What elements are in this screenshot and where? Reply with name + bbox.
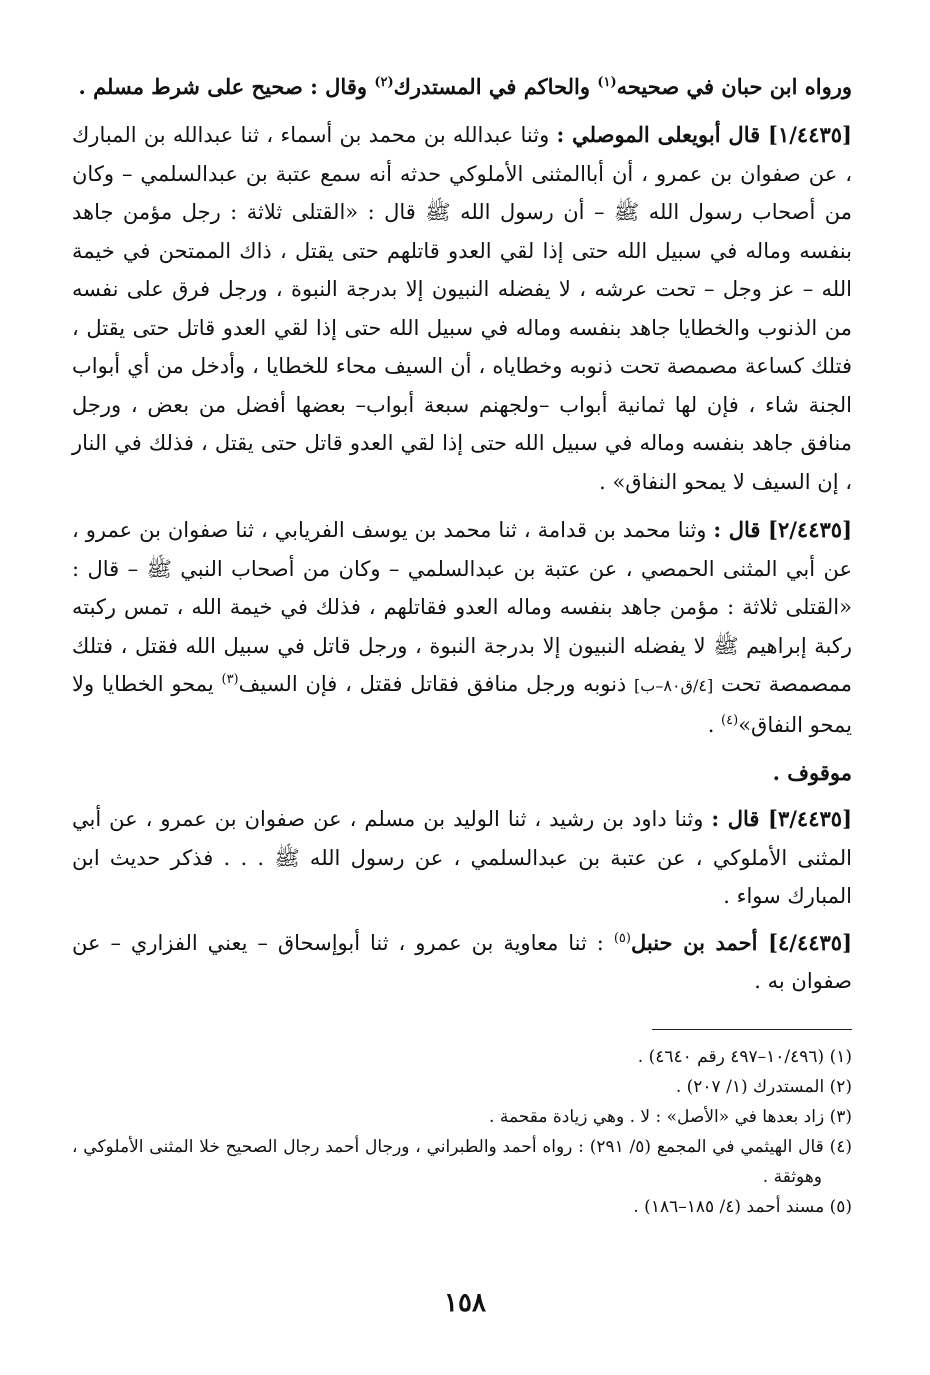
intro-text-c: وقال : صحيح على شرط مسلم . [78, 74, 375, 99]
hadith-heading-4: أحمد بن حنبل [630, 929, 769, 955]
page-body [72, 68, 852, 1222]
footnotes [72, 1042, 852, 1222]
intro-text-b: والحاكم في المستدرك [393, 74, 598, 99]
footnote-ref-4[interactable]: (٤) [721, 712, 739, 728]
footnote-separator [652, 1029, 852, 1030]
footnote-ref-3[interactable]: (٣) [221, 672, 239, 687]
hadith-number-3: [٣/٤٤٣٥] [768, 806, 852, 831]
footnote-ref-1[interactable]: (١) [597, 75, 617, 90]
hadith-paragraph-2 [72, 511, 852, 744]
hadith-number-2: [٢/٤٤٣٥] [768, 517, 852, 542]
footnote-3: (٣) زاد بعدها في «الأصل» : لا . وهي زيادة مقحمة . [489, 1106, 852, 1127]
footnote-5: (٥) مسند أحمد (٤/ ١٨٥–١٨٦) . [633, 1196, 852, 1217]
footnote-ref-5[interactable]: (٥) [613, 930, 631, 946]
page-number: ١٥٨ [444, 1288, 486, 1318]
intro-text-a: ورواه ابن حبان في صحيحه [616, 74, 852, 99]
hadith-heading-1: قال أبويعلى الموصلي : [556, 122, 769, 147]
hadith-text-1: وثنا عبدالله بن محمد بن أسماء ، ثنا عبدالله بن المبارك ، عن صفوان بن عمرو ، أن أباالمثنى الأملوكي حدثه أنه سمع عتبة بن عبدالسلمي – وكان من أصحاب رسول الله ﷺ – أن رسول الله ﷺ قال : «القتلى ثلاثة : رجل مؤمن جاهد بنفسه وماله في سبيل الله حتى إذا لقي العدو قاتلهم حتى يقتل ، ذاك الممتحن في خيمة الله – عز وجل – تحت عرشه ، لا يفضله النبيون إلا بدرجة النبوة ، ورجل فرق على نفسه من الذنوب والخطايا جاهد بنفسه وماله في سبيل الله حتى إذا لقي العدو قاتل حتى يقتل ، فتلك كساعة مصمصة تحت ذنوبه وخطاياه ، أن السيف محاء للخطايا ، وأدخل من أي أبواب الجنة شاء ، فإن لها ثمانية أبواب –ولجهنم سبعة أبواب– بعضها أفضل من بعض ، ورجل منافق جاهد بنفسه وماله في سبيل الله حتى إذا لقي العدو قاتل حتى يقتل ، فذلك في النار ، إن السيف لا يمحو النفاق» . [72, 123, 852, 494]
hadith-text-2a: وثنا محمد بن قدامة ، ثنا محمد بن يوسف الفريابي ، ثنا صفوان بن عمرو ، عن أبي المثنى الحمصي ، عن عتبة بن عبدالسلمي – وكان من أصحاب النبي ﷺ – قال : «القتلى ثلاثة : مؤمن جاهد بنفسه وماله العدو فقاتلهم ، فذلك في خيمة الله ، تمس ركبته ركبة إبراهيم ﷺ لا يفضله النبيون إلا بدرجة النبوة ، ورجل قاتل في سبيل الله فقتل ، فتلك ممصمصة تحت [72, 518, 852, 696]
hadith-heading-2: قال : [713, 517, 769, 542]
footnote-1: (١) (١٠/٤٩٦–٤٩٧ رقم ٤٦٤٠) . [637, 1046, 852, 1067]
manuscript-reference: [٤/ق٨٠–ب] [634, 676, 714, 695]
hadith-text-2b: ذنوبه ورجل منافق فقاتل فقتل ، فإن السيف [238, 672, 635, 696]
footnote-ref-2[interactable]: (٢) [374, 75, 394, 90]
hadith-number-1: [١/٤٤٣٥] [768, 122, 852, 147]
hadith-text-3: وثنا داود بن رشيد ، ثنا الوليد بن مسلم ، عن صفوان بن عمرو ، عن أبي المثنى الأملوكي ، عن عتبة بن عبدالسلمي ، عن رسول الله ﷺ . . . فذكر حديث ابن المبارك سواء . [72, 807, 852, 908]
hadith-heading-3: قال : [711, 806, 769, 831]
hadith-number-4: [٤/٤٤٣٥] [768, 929, 853, 955]
hadith-paragraph-1 [72, 116, 852, 501]
hadith-text-4: : ثنا معاوية بن عمرو ، ثنا أبوإسحاق – يعني الفزاري – عن صفوان به . [72, 930, 852, 993]
hadith-paragraph-4 [72, 924, 852, 1001]
hadith-text-2c: يمحو الخطايا ولا يمحو النفاق» [72, 672, 852, 737]
hadith-paragraph-3 [72, 800, 852, 916]
mawquf-label: موقوف . [772, 760, 852, 785]
hadith-text-2d: . [707, 712, 722, 737]
intro-line [72, 68, 852, 106]
footnote-2: (٢) المستدرك (١/ ٢٠٧) . [675, 1076, 852, 1097]
footnote-4: (٤) قال الهيثمي في المجمع (٥/ ٢٩١) : رواه أحمد والطبراني ، ورجال أحمد رجال الصحيح خلا المثنى الأملوكي ، وهوثقة . [72, 1136, 852, 1187]
